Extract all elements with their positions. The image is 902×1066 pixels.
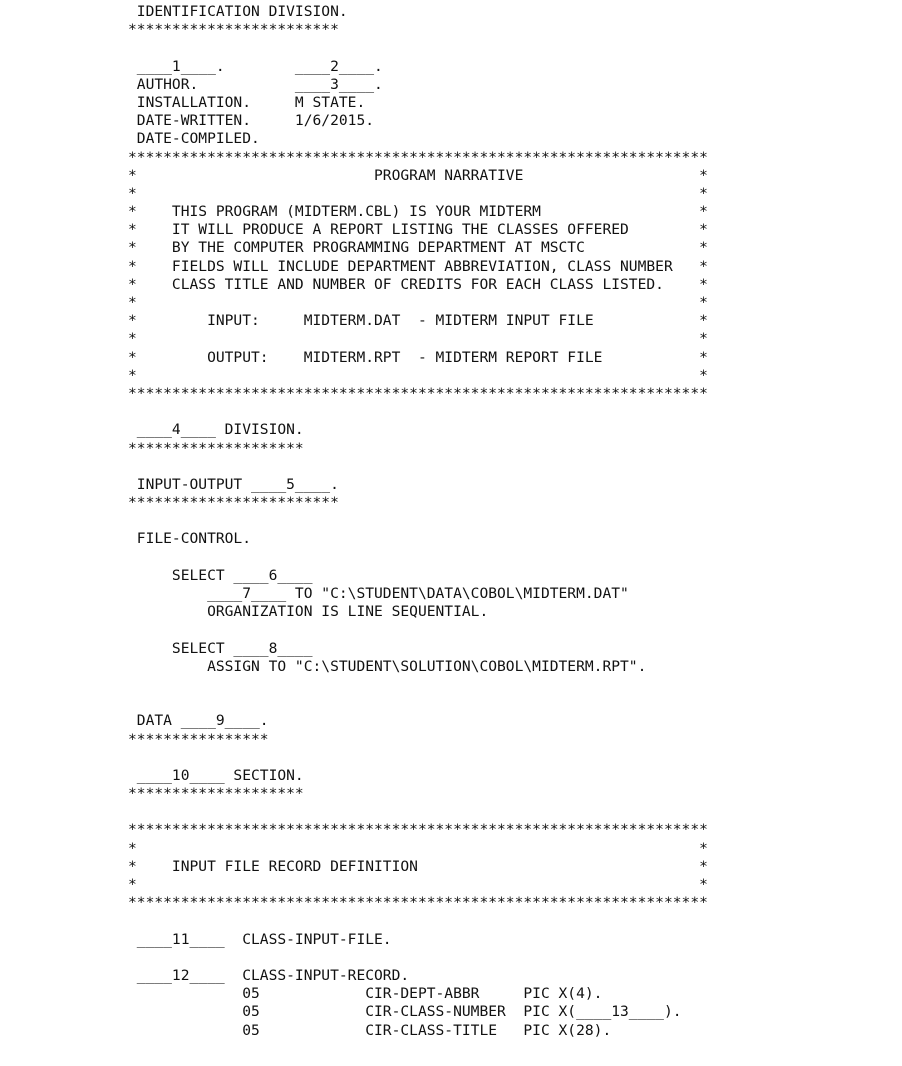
code-line: * *	[128, 839, 708, 857]
code-line	[128, 749, 898, 767]
code-line: DATE-COMPILED.	[128, 130, 260, 148]
code-line	[128, 803, 898, 821]
code-line: * *	[128, 184, 708, 202]
code-line: ******************************************************************	[128, 384, 708, 402]
code-line	[128, 39, 898, 57]
code-line: 05 CIR-CLASS-TITLE PIC X(28).	[128, 1021, 612, 1039]
code-line: ********************	[128, 785, 304, 803]
code-line: * INPUT: MIDTERM.DAT - MIDTERM INPUT FILE *	[128, 312, 708, 330]
code-line: FILE-CONTROL.	[128, 530, 252, 548]
code-line: * *	[128, 294, 708, 311]
code-line	[128, 694, 898, 712]
code-line: SELECT ____6____	[128, 566, 313, 584]
cobol-source-document	[128, 3, 898, 1063]
code-line: * OUTPUT: MIDTERM.RPT - MIDTERM REPORT FILE *	[128, 348, 708, 366]
code-line: ORGANIZATION IS LINE SEQUENTIAL.	[128, 603, 489, 621]
code-line: ******************************************************************	[128, 148, 708, 166]
code-line: * IT WILL PRODUCE A REPORT LISTING THE CLASSES OFFERED *	[128, 221, 708, 239]
code-line: 05 CIR-DEPT-ABBR PIC X(4).	[128, 985, 603, 1003]
code-line	[128, 621, 898, 639]
code-line: * PROGRAM NARRATIVE *	[128, 166, 708, 184]
code-line: 05 CIR-CLASS-NUMBER PIC X(____13____).	[128, 1003, 682, 1021]
code-line: SELECT ____8____	[128, 639, 313, 657]
code-line: ____4____ DIVISION.	[128, 421, 304, 439]
code-line: ************************	[128, 494, 339, 512]
code-line: * INPUT FILE RECORD DEFINITION *	[128, 857, 708, 875]
code-line: ASSIGN TO "C:\STUDENT\SOLUTION\COBOL\MIDTERM.RPT".	[128, 657, 647, 675]
code-line	[128, 403, 898, 421]
code-line: ____10____ SECTION.	[128, 766, 304, 784]
code-line: ******************************************************************	[128, 821, 708, 839]
code-line: * FIELDS WILL INCLUDE DEPARTMENT ABBREVIATION, CLASS NUMBER *	[128, 257, 708, 275]
code-line: AUTHOR. ____3____.	[128, 75, 383, 93]
code-line	[128, 549, 898, 567]
code-line	[128, 949, 898, 967]
code-line: INSTALLATION. M STATE.	[128, 93, 366, 111]
code-line: * *	[128, 366, 708, 384]
code-line: DATE-WRITTEN. 1/6/2015.	[128, 112, 375, 130]
code-line: ******************************************************************	[128, 894, 708, 912]
code-line: * *	[128, 876, 708, 893]
code-line	[128, 458, 898, 476]
code-line: ****************	[128, 730, 269, 748]
code-line: ____11____ CLASS-INPUT-FILE.	[128, 930, 392, 948]
code-line	[128, 512, 898, 530]
code-line: ____1____. ____2____.	[128, 57, 383, 75]
code-line: ____7____ TO "C:\STUDENT\DATA\COBOL\MIDTERM.DAT"	[128, 585, 629, 602]
code-line: DATA ____9____.	[128, 712, 269, 730]
code-line: ************************	[128, 21, 339, 39]
code-line: ____12____ CLASS-INPUT-RECORD.	[128, 966, 410, 984]
code-line: * CLASS TITLE AND NUMBER OF CREDITS FOR EACH CLASS LISTED. *	[128, 275, 708, 293]
code-line: * *	[128, 330, 708, 348]
code-line: * THIS PROGRAM (MIDTERM.CBL) IS YOUR MIDTERM *	[128, 203, 708, 221]
code-line	[128, 676, 898, 694]
code-line: * BY THE COMPUTER PROGRAMMING DEPARTMENT AT MSCTC *	[128, 239, 708, 257]
code-line	[128, 912, 898, 930]
code-line: INPUT-OUTPUT ____5____.	[128, 475, 339, 493]
code-line: IDENTIFICATION DIVISION.	[128, 3, 348, 20]
code-line: ********************	[128, 439, 304, 457]
